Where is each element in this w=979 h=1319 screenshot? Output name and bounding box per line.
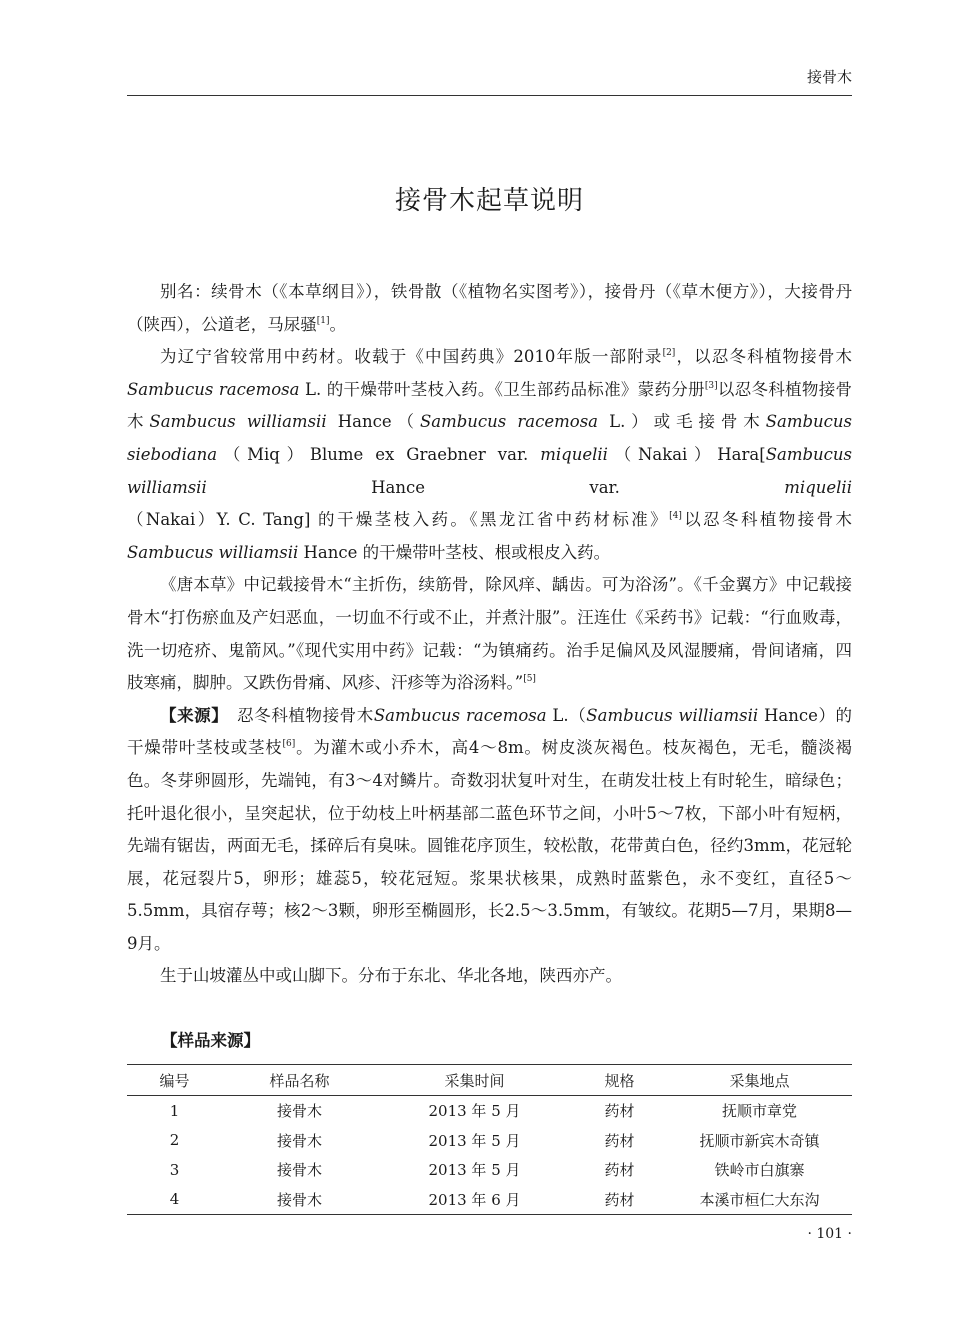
paragraph-source	[127, 700, 852, 961]
latin-name: miquelii	[540, 444, 608, 464]
text-run: 《唐本草》中记载接骨木“主折伤，续筋骨，除风痒、龋齿。可为浴汤”。《千金翼方》中记载接骨木“打伤瘀血及产妇恶血，一切血不行或不止，并煮汁服”。汪连仕《采药书》记载：“行血败毒，洗一切疮疥、鬼箭风。”《现代实用中药》记载：“为镇痛药。治手足偏风及风湿腰痛，骨间诸痛，四肢寒痛，脚肿。又跌伤骨痛、风疹、汗疹等为浴汤料。”	[127, 575, 852, 693]
table-cell: 4	[127, 1185, 222, 1215]
column-header: 采集时间	[377, 1065, 572, 1096]
table-cell: 2	[169, 1131, 180, 1150]
table-cell: 2013 年 5 月	[428, 1161, 521, 1180]
latin-name: Sambucus williamsii	[149, 412, 327, 432]
text-run: 为辽宁省较常用中药材。收载于《中国药典》2010年版一部附录	[160, 347, 663, 367]
table-cell: 2013 年 6 月	[377, 1185, 572, 1215]
text-run: ，以忍冬科植物接骨木	[675, 347, 853, 367]
samples-table	[127, 1064, 852, 1215]
text-run: （Nakai）Hara[	[607, 444, 766, 464]
table-row	[127, 1096, 852, 1126]
text-run: 以忍冬科植物接骨木	[681, 510, 853, 530]
table-cell: 抚顺市新宾木奇镇	[699, 1131, 820, 1150]
text-run: Hance）的干燥带叶茎枝或茎枝	[127, 705, 853, 758]
column-header: 编号	[127, 1065, 222, 1096]
header-rule	[127, 95, 852, 96]
table-cell: 药材	[572, 1185, 667, 1215]
text-run: Hance（	[326, 412, 420, 432]
running-header: 接骨木	[806, 68, 852, 86]
table-cell: 药材	[604, 1102, 635, 1121]
table-cell: 3	[169, 1160, 180, 1179]
text-run: （Nakai）Y. C. Tang] 的干燥茎枝入药。《黑龙江省中药材标准》	[127, 510, 670, 530]
latin-name: Sambucus williamsii	[127, 444, 852, 497]
column-header: 规格	[572, 1065, 667, 1096]
text-run: L.）或毛接骨木	[598, 412, 766, 432]
text-run: Hance 的干燥带叶茎枝、根或根皮入药。	[298, 542, 611, 562]
text-run: 忍冬科植物接骨木	[220, 705, 374, 725]
body-text	[127, 276, 852, 993]
table-row	[127, 1185, 852, 1215]
table-header-row	[127, 1065, 852, 1096]
citation-ref: [1]	[316, 315, 330, 326]
column-header: 采集地点	[667, 1065, 852, 1096]
samples-section-title: 【样品来源】	[161, 1031, 260, 1050]
latin-name: miquelii	[784, 477, 852, 497]
table-cell: 接骨木	[276, 1102, 322, 1121]
table-cell: 抚顺市章党	[721, 1102, 797, 1121]
table-cell: 接骨木	[222, 1185, 377, 1215]
table-cell: 1	[169, 1101, 180, 1120]
citation-ref: [4]	[669, 511, 682, 522]
latin-name: Sambucus racemosa	[373, 705, 547, 725]
latin-name: Sambucus williamsii	[127, 542, 299, 562]
table-cell: 2013 年 5 月	[428, 1102, 521, 1121]
latin-name: Sambucus racemosa	[127, 379, 300, 399]
text-run: 生于山坡灌丛中或山脚下。分布于东北、华北各地，陕西亦产。	[160, 966, 622, 986]
table-row	[127, 1126, 852, 1156]
table-cell: 接骨木	[276, 1161, 322, 1180]
text-run: 。为灌木或小乔木，高4～8m。树皮淡灰褐色。枝灰褐色，无毛，髓淡褐色。冬芽卵圆形，先端钝，有3～4对鳞片。奇数羽状复叶对生，在萌发壮枝上有时轮生，暗绿色；托叶退化很小，呈突起状，位于幼枝上叶柄基部二蓝色环节之间，小叶5～7枚，下部小叶有短柄，先端有锯齿，两面无毛，揉碎后有臭味。圆锥花序顶生，较松散，花带黄白色，径约3mm，花冠轮展，花冠裂片5，卵形；雄蕊5，较花冠短。浆果状核果，成熟时蓝紫色，永不变红，直径5～5.5mm，具宿存萼；核2～3颗，卵形至椭圆形，长2.5～3.5mm，有皱纹。花期5—7月，果期8—9月。	[127, 738, 852, 953]
table-cell: 接骨木	[276, 1131, 322, 1150]
text-run: L.（	[546, 705, 587, 725]
text-run: 别名：续骨木（《本草纲目》），铁骨散（《植物名实图考》），接骨丹（《草木便方》），大接骨丹（陕西），公道老，马尿骚	[127, 282, 852, 334]
text-run: Hance var.	[206, 477, 785, 497]
latin-name: Sambucus racemosa	[419, 412, 599, 432]
paragraph-aliases	[127, 276, 852, 341]
section-label-source: 【来源】	[160, 705, 221, 725]
text-run: 以忍冬科植物接骨木	[127, 379, 852, 432]
latin-name: Sambucus siebodiana	[127, 412, 853, 464]
paragraph-historical-records	[127, 569, 852, 699]
page-title: 接骨木起草说明	[394, 186, 584, 216]
column-header: 样品名称	[222, 1065, 377, 1096]
latin-name: Sambucus williamsii	[586, 705, 759, 725]
text-run: L. 的干燥带叶茎枝入药。《卫生部药品标准》蒙药分册	[299, 379, 705, 399]
text-run: （Miq）Blume ex Graebner var.	[217, 444, 541, 464]
citation-ref: [3]	[704, 380, 718, 391]
citation-ref: [5]	[523, 674, 536, 685]
paragraph-standards	[127, 341, 852, 569]
paragraph-habitat	[127, 960, 852, 993]
table-cell: 铁岭市白旗寨	[714, 1161, 805, 1180]
citation-ref: [2]	[662, 348, 676, 359]
page-number: · 101 ·	[807, 1226, 852, 1242]
citation-ref: [6]	[282, 739, 296, 750]
table-cell: 2013 年 5 月	[428, 1131, 521, 1150]
table-cell: 药材	[604, 1131, 635, 1150]
table-row	[127, 1155, 852, 1185]
table-cell: 本溪市桓仁大东沟	[667, 1185, 852, 1215]
table-cell: 药材	[604, 1161, 635, 1180]
text-run: 。	[329, 314, 346, 334]
